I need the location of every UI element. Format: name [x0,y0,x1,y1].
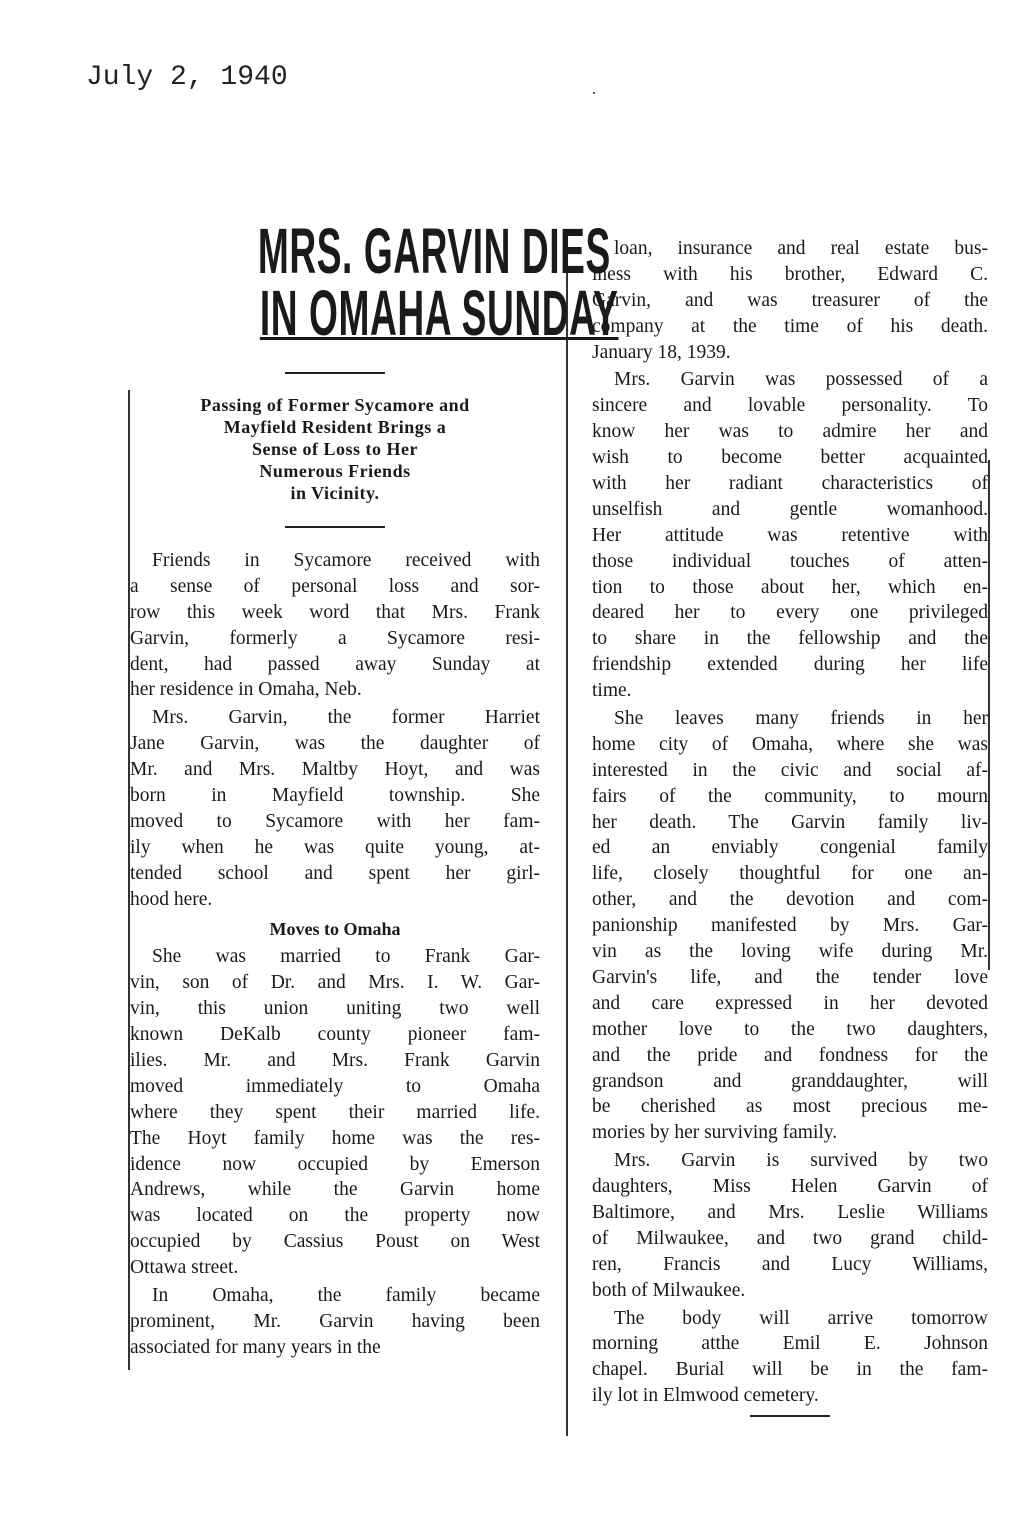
text-line: Garvin, and was treasurer of the [592,289,988,311]
text-line: know her was to admire her and [592,421,988,443]
text-line: She was married to Frank Gar- [152,946,540,968]
text-line: where they spent their married life. [130,1101,540,1123]
text-line: to share in the fellowship and the [592,628,988,650]
text-line: and care expressed in her devoted [592,992,988,1014]
text-line: iness with his brother, Edward C. [592,263,988,285]
text-line: In Omaha, the family became [152,1285,540,1307]
text-line: known DeKalb county pioneer fam- [130,1024,540,1046]
text-line: mother love to the two daughters, [592,1018,988,1040]
headline-line-2: IN OMAHA SUNDAY [259,277,619,349]
text-line: moved to Sycamore with her fam- [130,810,540,832]
text-line: Jane Garvin, was the daughter of [130,733,540,755]
paragraph [130,705,540,912]
text-line: vin, this union uniting two well [130,998,540,1020]
text-line: of Milwaukee, and two grand child- [592,1227,988,1249]
paragraph [592,236,988,365]
subheadline-line: Mayfield Resident Brings a [223,417,447,437]
text-line: Garvin, formerly a Sycamore resi- [130,627,540,649]
text-line: fairs of the community, to mourn [592,785,988,807]
text-line: Friends in Sycamore received with [152,550,540,571]
text-line: moved immediately to Omaha [130,1075,540,1097]
text-line: wish to become better acquainted [592,447,988,469]
text-line: home city of Omaha, where she was [592,733,988,755]
text-line: grandson and granddaughter, will [592,1070,988,1092]
text-line: Mrs. Garvin, the former Harriet [152,707,540,729]
text-line: tended school and spent her girl- [130,862,540,884]
text-line: Mrs. Garvin is survived by two [614,1150,988,1172]
text-line: ed an enviably congenial family [592,837,988,859]
text-line: chapel. Burial will be in the fam- [592,1359,988,1381]
text-line: mories by her surviving family. [592,1122,838,1144]
text-line: and the pride and fondness for the [592,1044,988,1066]
text-line: Garvin's life, and the tender love [592,966,988,988]
text-line: hood here. [130,888,213,910]
paragraph [130,1283,540,1361]
paragraph [130,548,540,703]
subheadline-line: Sense of Loss to Her [252,439,418,459]
column-divider-rule [566,236,568,1436]
text-line: prominent, Mr. Garvin having been [130,1310,540,1332]
text-line: deared her to every one privileged [592,602,988,624]
paragraph [592,367,988,704]
paragraph [130,944,540,1281]
text-line: interested in the civic and social af- [592,759,988,781]
section-heading: Moves to Omaha [269,919,401,940]
text-line: born in Mayfield township. She [130,785,540,807]
text-line: other, and the devotion and com- [592,889,988,911]
text-line: vin, son of Dr. and Mrs. I. W. Gar- [130,972,540,994]
text-line: Andrews, while the Garvin home [130,1179,540,1201]
text-line: a sense of personal loss and sor- [130,575,540,597]
text-line: morning atthe Emil E. Johnson [592,1333,988,1355]
text-line: occupied by Cassius Poust on West [130,1231,540,1253]
text-line: The Hoyt family home was the res- [130,1127,540,1149]
text-line: daughters, Miss Helen Garvin of [592,1176,988,1198]
end-rule [750,1415,830,1417]
article-body-left [130,548,540,1361]
text-line: Mrs. Garvin was possessed of a [614,369,988,391]
text-line: those individual touches of atten- [592,550,988,572]
text-line: The body will arrive tomorrow [614,1307,988,1329]
text-line: ily lot in Elmwood cemetery. [592,1385,819,1407]
text-line: row this week word that Mrs. Frank [130,601,540,623]
subheadline-line: Numerous Friends [259,461,411,481]
text-line: vin as the loving wife during Mr. [592,941,988,963]
text-line: life, closely thoughtful for one an- [592,863,988,885]
text-line: January 18, 1939. [592,341,731,363]
scan-speck [593,92,595,94]
text-line: friendship extended during her life [592,654,988,676]
text-line: time. [592,680,632,702]
text-line: dent, had passed away Sunday at [130,653,540,675]
text-line: unselfish and gentle womanhood. [592,498,988,520]
text-line: company at the time of his death. [592,315,988,337]
text-line: ren, Francis and Lucy Williams, [592,1253,988,1275]
text-line: loan, insurance and real estate bus- [614,238,988,259]
text-line: with her radiant characteristics of [592,473,988,495]
paragraph [592,1306,988,1410]
text-line: sincere and lovable personality. To [592,395,988,417]
text-line: was located on the property now [130,1205,540,1227]
text-line: Baltimore, and Mrs. Leslie Williams [592,1201,988,1223]
right-column-rule [988,460,990,970]
paragraph [592,1148,988,1303]
text-line: associated for many years in the [130,1336,381,1358]
text-line: ilies. Mr. and Mrs. Frank Garvin [130,1050,540,1072]
headline-line-1: MRS. GARVIN DIES [257,215,611,287]
text-line: panionship manifested by Mrs. Gar- [592,915,988,937]
right-column [592,236,988,1417]
text-line: Ottawa street. [130,1257,239,1279]
text-line: her death. The Garvin family liv- [592,811,988,833]
subheadline-line: Passing of Former Sycamore and [200,395,470,415]
text-line: tion to those about her, which en- [592,576,988,598]
subheadline [130,394,540,504]
text-line: be cherished as most precious me- [592,1096,988,1118]
text-line: ily when he was quite young, at- [130,836,540,858]
text-line: both of Milwaukee. [592,1279,746,1301]
paragraph [592,706,988,1146]
text-line: her residence in Omaha, Neb. [130,679,362,701]
article-body-right [592,236,988,1409]
subheadline-line: in Vicinity. [290,483,380,503]
text-line: She leaves many friends in her [614,708,988,730]
text-line: Her attitude was retentive with [592,524,988,546]
text-line: Mr. and Mrs. Maltby Hoyt, and was [130,759,540,781]
text-line: idence now occupied by Emerson [130,1153,540,1175]
clipping-date: July 2, 1940 [86,62,288,93]
